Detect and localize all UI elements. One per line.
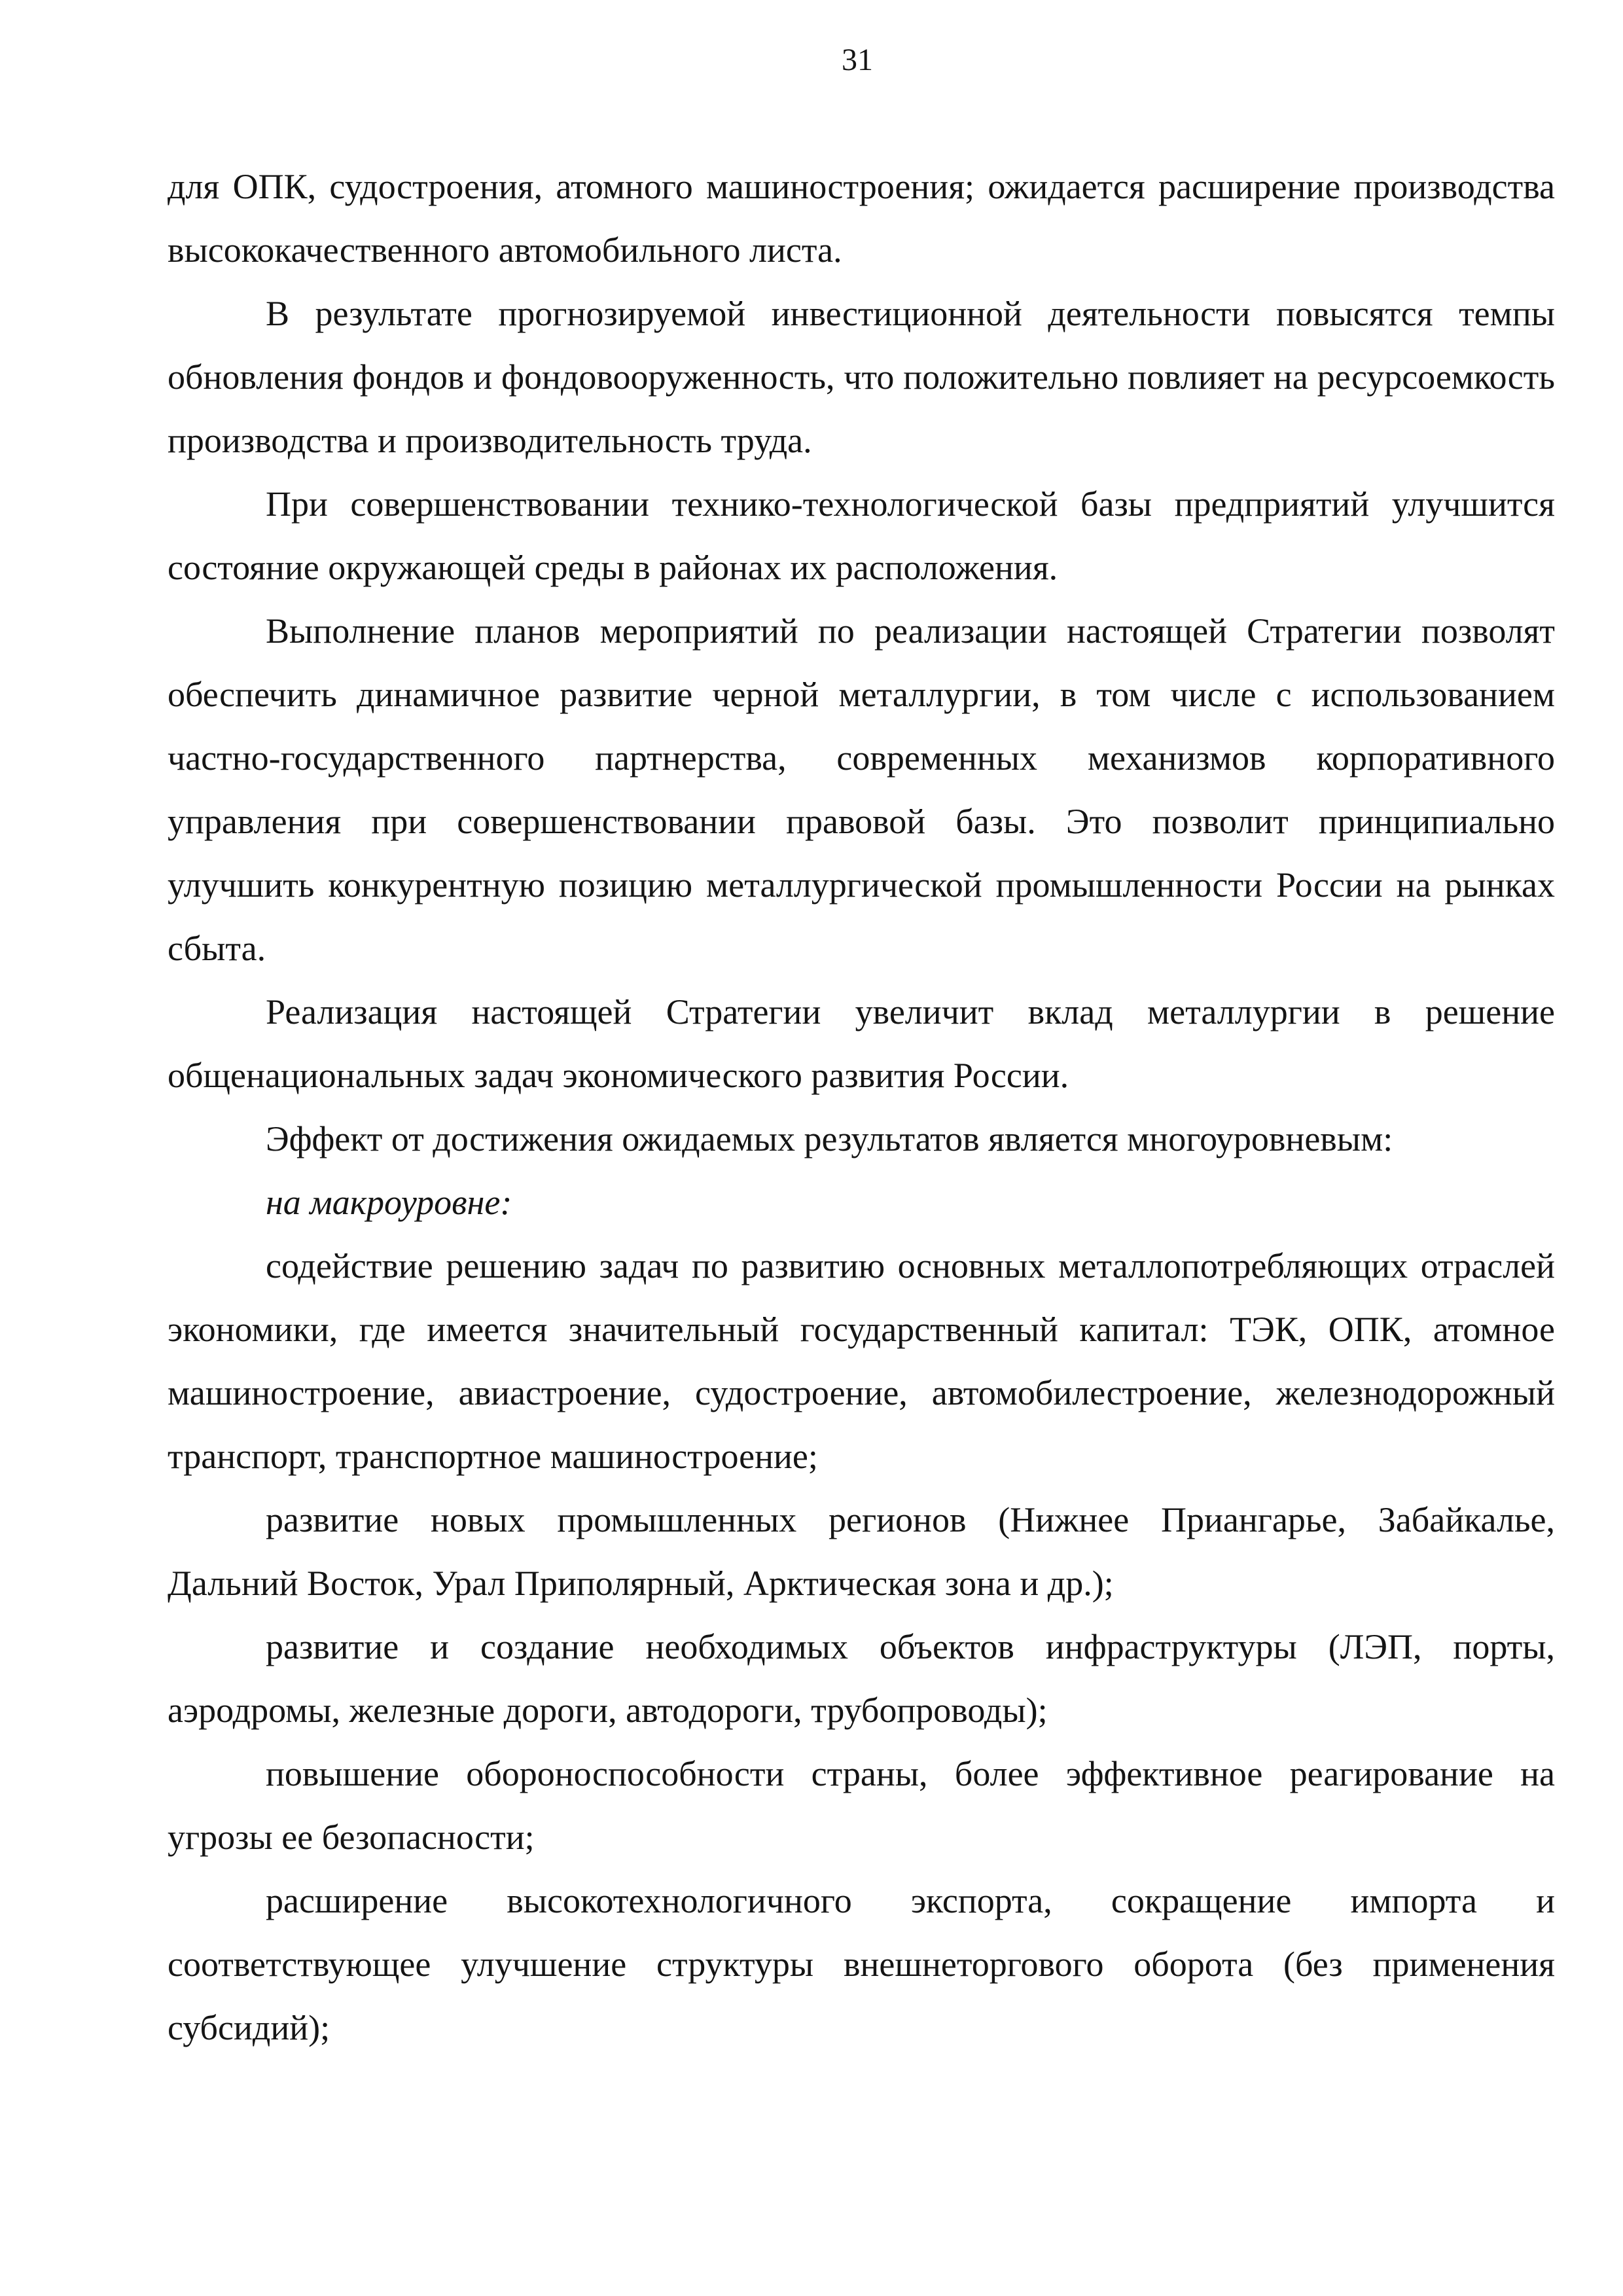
list-item-infrastructure: развитие и создание необходимых объектов инфраструктуры (ЛЭП, порты, аэродромы, железные дороги, автодороги, трубопроводы); [168,1627,1555,1730]
paragraph-continuation: для ОПК, судостроения, атомного машиностроения; ожидается расширение производства высококачественного автомобильного листа. [168,167,1555,270]
list-item-industries: содействие решению задач по развитию основных металлопотребляющих отраслей экономики, где имеется значительный государственный капитал: ТЭК, ОПК, атомное машиностроение, авиастроение, судостроение, автомобилестроение, железнодорожный транспорт, транспортное машиностроение; [168,1246,1555,1476]
paragraph-strategy-contribution: Реализация настоящей Стратегии увеличит вклад металлургии в решение общенациональных задач экономического развития России. [168,992,1555,1095]
page-number: 31 [842,43,873,77]
paragraph-environment: При совершенствовании технико-технологической базы предприятий улучшится состояние окружающей среды в районах их расположения. [168,484,1555,587]
subheading-macro-level: на макроуровне: [266,1183,512,1222]
paragraph-effect-levels: Эффект от достижения ожидаемых результатов является многоуровневым: [266,1119,1393,1158]
list-item-export: расширение высокотехнологичного экспорта, сокращение импорта и соответствующее улучшение структуры внешнеторгового оборота (без применения субсидий); [168,1881,1555,2047]
document-body [168,155,1555,2060]
list-item-regions: развитие новых промышленных регионов (Нижнее Приангарье, Забайкалье, Дальний Восток, Урал Приполярный, Арктическая зона и др.); [168,1500,1555,1603]
list-item-defense: повышение обороноспособности страны, более эффективное реагирование на угрозы ее безопасности; [168,1754,1555,1857]
paragraph-plan-implementation: Выполнение планов мероприятий по реализации настоящей Стратегии позволят обеспечить динамичное развитие черной металлургии, в том числе с использованием частно-государственного партнерства, современных механизмов корпоративного управления при совершенствовании правовой базы. Это позволит принципиально улучшить конкурентную позицию металлургической промышленности России на рынках сбыта. [168,611,1555,968]
paragraph-investment: В результате прогнозируемой инвестиционной деятельности повысятся темпы обновления фондов и фондовооруженность, что положительно повлияет на ресурсоемкость производства и производительность труда. [168,294,1555,460]
